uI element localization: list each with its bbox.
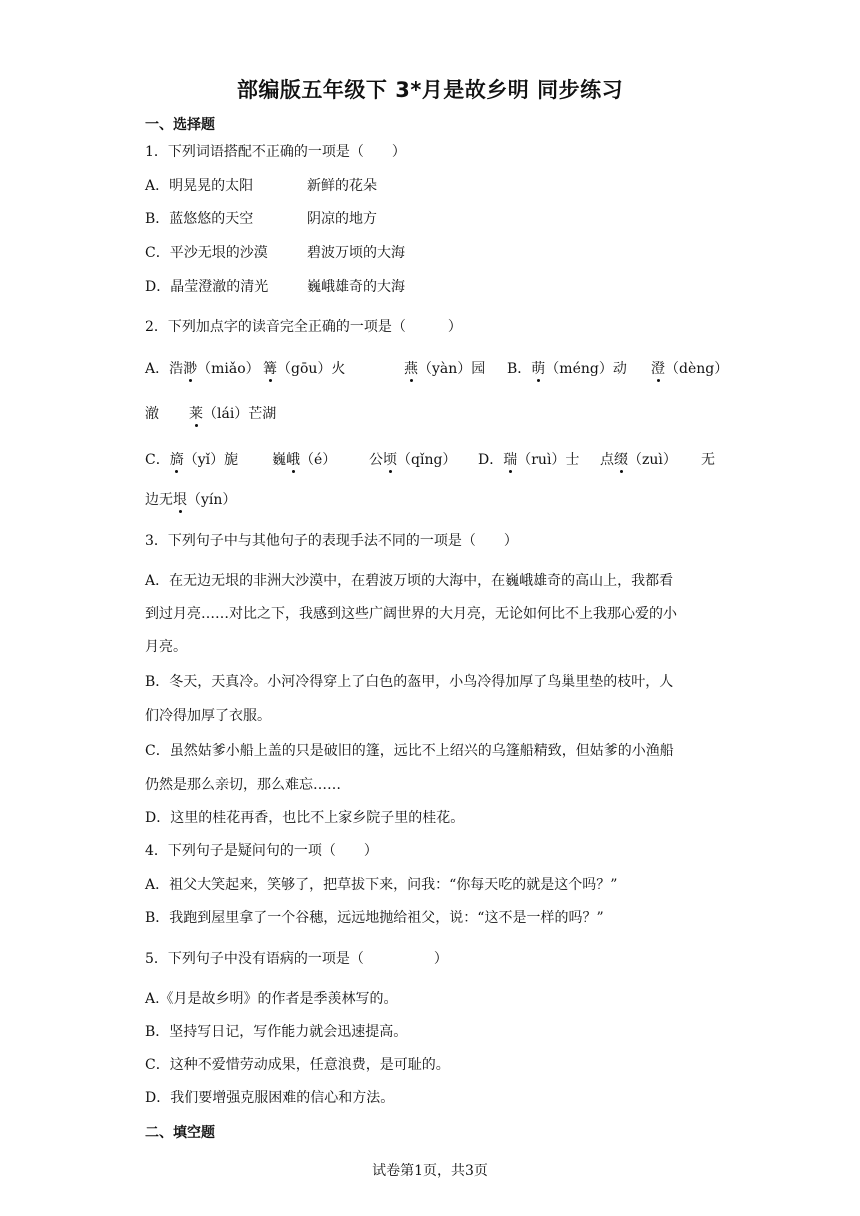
q2-text: （dèng）	[665, 361, 729, 377]
q5-option-c: C．这种不爱惜劳动成果，任意浪费，是可耻的。	[145, 1057, 450, 1073]
page-footer: 试卷第1页，共3页	[372, 1163, 488, 1179]
q2-text: D．	[478, 452, 504, 468]
question-3-stem: 3．下列句子中与其他句子的表现手法不同的一项是（ ）	[145, 533, 518, 549]
q2-text: 巍	[272, 452, 286, 468]
q2-text: （lái）芒湖	[203, 406, 277, 422]
question-4-stem: 4．下列句子是疑问句的一项（ ）	[145, 843, 378, 859]
q2-dotted-char: 垠	[173, 489, 187, 509]
q3-option-b-line1: B．冬天，天真冷。小河冷得穿上了白色的盔甲，小鸟冷得加厚了鸟巢里垫的枝叶，人	[145, 674, 674, 690]
q3-option-a-line3: 月亮。	[145, 639, 187, 655]
q1-option-c: C．平沙无垠的沙漠	[145, 245, 268, 261]
q2-text: （yín）	[187, 492, 237, 508]
q2-text: （zuì）	[628, 452, 677, 468]
q2-text: （yàn）园	[418, 361, 486, 377]
q2-dotted-char: 燕	[404, 358, 418, 378]
q3-option-b-line2: 们冷得加厚了衣服。	[145, 708, 271, 724]
q2-text: 澈	[145, 406, 159, 422]
q2-text: 边无	[145, 492, 173, 508]
q1-option-d-second: 巍峨雄奇的大海	[307, 279, 405, 295]
q3-option-c-line2: 仍然是那么亲切，那么难忘……	[145, 777, 341, 793]
q3-option-a-line2: 到过月亮……对比之下，我感到这些广阔世界的大月亮，无论如何比不上我那心爱的小	[145, 606, 677, 622]
q1-option-a: A．明晃晃的太阳	[145, 178, 254, 194]
q2-dotted-char: 顷	[383, 449, 397, 469]
q3-option-c-line1: C．虽然姑爹小船上盖的只是破旧的篷，远比不上绍兴的乌篷船精致，但姑爹的小渔船	[145, 743, 674, 759]
question-5-stem: 5．下列句子中没有语病的一项是（ ）	[145, 951, 448, 967]
q4-option-b: B．我跑到屋里拿了一个谷穗，远远地抛给祖父，说：“这不是一样的吗？”	[145, 910, 604, 926]
q1-option-d: D．晶莹澄澈的清光	[145, 279, 269, 295]
section-heading-choice: 一、选择题	[145, 117, 215, 133]
q5-option-a: A.《月是故乡明》的作者是季羡林写的。	[145, 991, 398, 1007]
q2-text: （ruì）士	[517, 452, 580, 468]
q2-text: A．浩	[145, 361, 184, 377]
q1-option-b: B．蓝悠悠的天空	[145, 211, 254, 227]
section-heading-fill: 二、填空题	[145, 1125, 215, 1141]
q3-option-d: D．这里的桂花再香，也比不上家乡院子里的桂花。	[145, 810, 465, 826]
q2-text: 无	[701, 452, 715, 468]
q1-option-b-second: 阴凉的地方	[307, 211, 377, 227]
q2-dotted-char: 澄	[651, 358, 665, 378]
q5-option-d: D．我们要增强克服困难的信心和方法。	[145, 1090, 395, 1106]
q2-dotted-char: 瑞	[503, 449, 517, 469]
q2-text: B．	[507, 361, 532, 377]
q2-dotted-char: 旖	[170, 449, 184, 469]
q2-text: （miǎo）	[197, 361, 260, 377]
q2-text: （qǐng）	[397, 452, 457, 468]
q2-dotted-char: 峨	[286, 449, 300, 469]
q2-text: （méng）动	[545, 361, 627, 377]
q1-option-a-second: 新鲜的花朵	[307, 178, 377, 194]
q4-option-a: A．祖父大笑起来，笑够了，把草拔下来，问我：“你每天吃的就是这个吗？”	[145, 877, 618, 893]
q2-dotted-char: 萌	[531, 358, 545, 378]
q2-text: （yǐ）旎	[183, 452, 239, 468]
q2-text: （é）	[300, 452, 337, 468]
q5-option-b: B．坚持写日记，写作能力就会迅速提高。	[145, 1024, 408, 1040]
q2-dotted-char: 渺	[183, 358, 197, 378]
page-title: 部编版五年级下 3*月是故乡明 同步练习	[236, 78, 624, 102]
question-2-stem: 2．下列加点字的读音完全正确的一项是（ ）	[145, 319, 462, 335]
q2-text: 公	[369, 452, 383, 468]
question-1-stem: 1．下列词语搭配不正确的一项是（ ）	[145, 144, 406, 160]
q2-dotted-char: 篝	[263, 358, 277, 378]
q2-dotted-char: 莱	[189, 403, 203, 423]
q3-option-a-line1: A．在无边无垠的非洲大沙漠中，在碧波万顷的大海中，在巍峨雄奇的高山上，我都看	[145, 573, 674, 589]
q2-text: （gōu）火	[277, 361, 346, 377]
q1-option-c-second: 碧波万顷的大海	[307, 245, 405, 261]
q2-text: C．	[145, 452, 170, 468]
q2-text: 点	[600, 452, 614, 468]
q2-dotted-char: 缀	[614, 449, 628, 469]
